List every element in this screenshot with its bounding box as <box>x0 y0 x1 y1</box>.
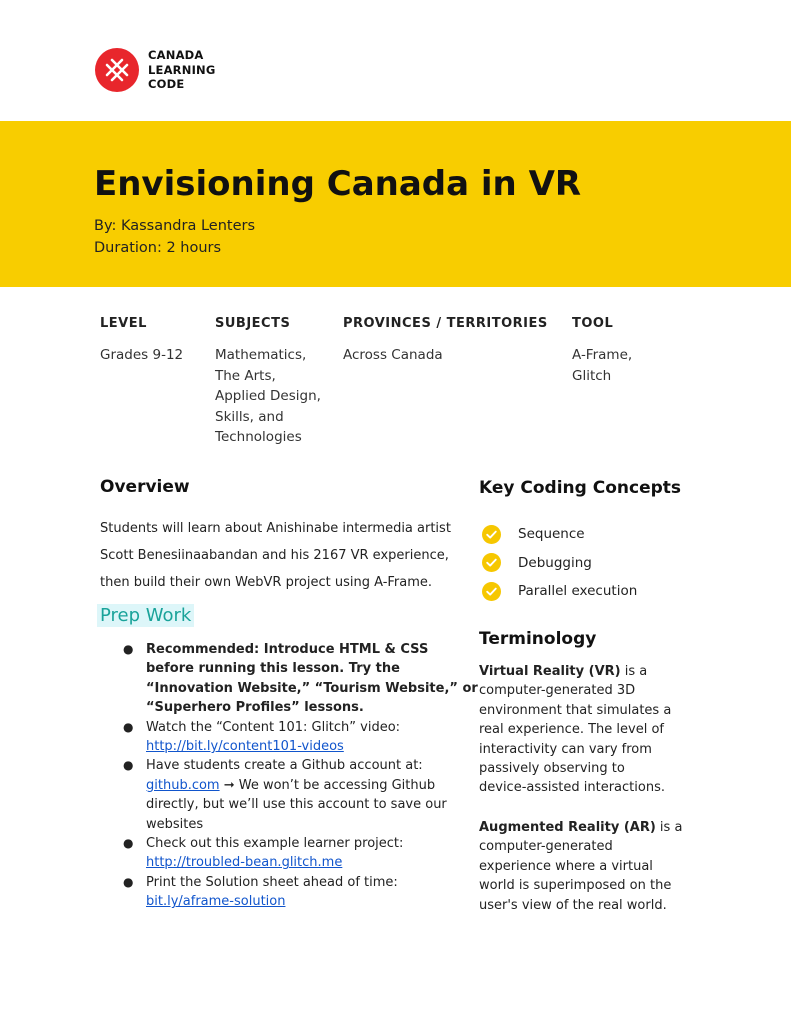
overview-line: then build their own WebVR project using A-Frame. <box>100 575 433 590</box>
concept-label: Sequence <box>518 526 585 543</box>
term-name: Augmented Reality (AR) <box>479 820 656 835</box>
github-link[interactable]: github.com <box>146 777 220 793</box>
term-name: Virtual Reality (VR) <box>479 664 621 679</box>
check-circle-icon <box>482 525 501 544</box>
bullet-icon: ● <box>123 874 134 889</box>
prep-work-heading: Prep Work <box>97 604 194 627</box>
meta-heading: SUBJECTS <box>215 316 291 331</box>
overview-heading: Overview <box>100 477 190 497</box>
term-line: environment that simulates a <box>479 702 672 718</box>
logo-line: LEARNING <box>148 62 216 77</box>
key-concepts-list <box>482 520 637 606</box>
prep-item-text: directly, but we’ll use this account to save our <box>146 797 447 813</box>
logo <box>95 48 216 92</box>
meta-line: A-Frame, <box>572 347 633 363</box>
meta-value <box>572 345 632 386</box>
logo-line: CODE <box>148 77 185 92</box>
author-text: By: Kassandra Lenters <box>94 218 256 234</box>
meta-heading: TOOL <box>572 316 614 331</box>
content101-video-link[interactable]: http://bit.ly/content101-videos <box>146 739 344 755</box>
meta-line: Glitch <box>572 367 612 384</box>
title-banner <box>0 121 791 287</box>
solution-sheet-link[interactable]: bit.ly/aframe-solution <box>146 894 286 910</box>
meta-level <box>100 316 183 366</box>
page-title: Envisioning Canada in VR <box>94 164 582 204</box>
example-project-link[interactable]: http://troubled-bean.glitch.me <box>146 855 343 871</box>
byline <box>94 215 255 259</box>
list-item <box>482 520 637 549</box>
prep-item-text: websites <box>146 816 204 832</box>
terminology-heading: Terminology <box>479 629 597 649</box>
meta-heading: PROVINCES / TERRITORIES <box>343 316 548 331</box>
overview-text <box>100 515 460 596</box>
term-vr <box>479 662 699 798</box>
meta-line: The Arts, <box>215 367 276 384</box>
concept-label: Debugging <box>518 554 592 571</box>
prep-item-text: Check out this example learner project: <box>146 836 404 852</box>
term-line: computer-generated <box>479 839 613 855</box>
meta-line: Grades 9-12 <box>100 347 184 363</box>
list-item <box>123 873 468 912</box>
term-line: interactivity can vary from <box>479 741 652 757</box>
prep-work-list <box>123 640 478 912</box>
check-circle-icon <box>482 553 501 572</box>
term-line: user's view of the real world. <box>479 897 667 913</box>
list-item <box>482 577 637 606</box>
prep-item-text: Have students create a Github account at: <box>146 758 423 774</box>
check-circle-icon <box>482 582 501 601</box>
term-ar <box>479 818 699 915</box>
term-line: experience where a virtual <box>479 858 653 874</box>
list-item <box>123 640 478 718</box>
duration-text: Duration: 2 hours <box>94 240 222 256</box>
meta-provinces <box>343 316 548 366</box>
key-concepts-heading: Key Coding Concepts <box>479 478 682 498</box>
meta-value <box>215 345 321 448</box>
bullet-icon: ● <box>123 758 134 773</box>
concept-label: Parallel execution <box>518 583 638 600</box>
prep-recommendation-line: before running this lesson. Try the <box>146 661 400 677</box>
meta-line: Skills, and <box>215 408 284 425</box>
term-text: is a <box>620 664 648 679</box>
meta-subjects <box>215 316 321 448</box>
prep-recommendation-line: Recommended: Introduce HTML & CSS <box>146 642 429 657</box>
term-line: real experience. The level of <box>479 722 664 738</box>
meta-tool <box>572 316 632 386</box>
meta-line: Across Canada <box>343 347 443 363</box>
overview-line: Students will learn about Anishinabe intermedia artist <box>100 521 451 536</box>
prep-recommendation-line: “Innovation Website,” “Tourism Website,” or <box>146 680 478 696</box>
canada-learning-code-logo-icon <box>95 48 139 92</box>
meta-value <box>343 345 548 366</box>
term-text: is a <box>655 820 683 835</box>
logo-line: CANADA <box>148 48 204 63</box>
list-item <box>123 834 468 873</box>
logo-wordmark <box>148 48 216 92</box>
list-item <box>123 718 468 757</box>
list-item <box>482 549 637 578</box>
prep-recommendation-line: “Superhero Profiles” lessons. <box>146 700 364 716</box>
prep-item-text: Print the Solution sheet ahead of time: <box>146 874 398 890</box>
overview-line: Scott Benesiinaabandan and his 2167 VR experience, <box>100 548 449 563</box>
term-line: passively observing to <box>479 761 625 777</box>
bullet-icon: ● <box>123 642 134 656</box>
meta-line: Mathematics, <box>215 347 307 363</box>
meta-line: Technologies <box>215 429 302 445</box>
meta-value <box>100 345 183 366</box>
prep-item-text: Watch the “Content 101: Glitch” video: <box>146 719 401 735</box>
prep-item-text: ➞ We won’t be accessing Github <box>219 777 436 793</box>
term-line: device-assisted interactions. <box>479 780 665 796</box>
term-line: world is superimposed on the <box>479 878 672 894</box>
meta-heading: LEVEL <box>100 316 147 331</box>
list-item <box>123 756 468 834</box>
bullet-icon: ● <box>123 719 134 734</box>
meta-line: Applied Design, <box>215 388 321 404</box>
bullet-icon: ● <box>123 836 134 851</box>
term-line: computer-generated 3D <box>479 683 636 699</box>
